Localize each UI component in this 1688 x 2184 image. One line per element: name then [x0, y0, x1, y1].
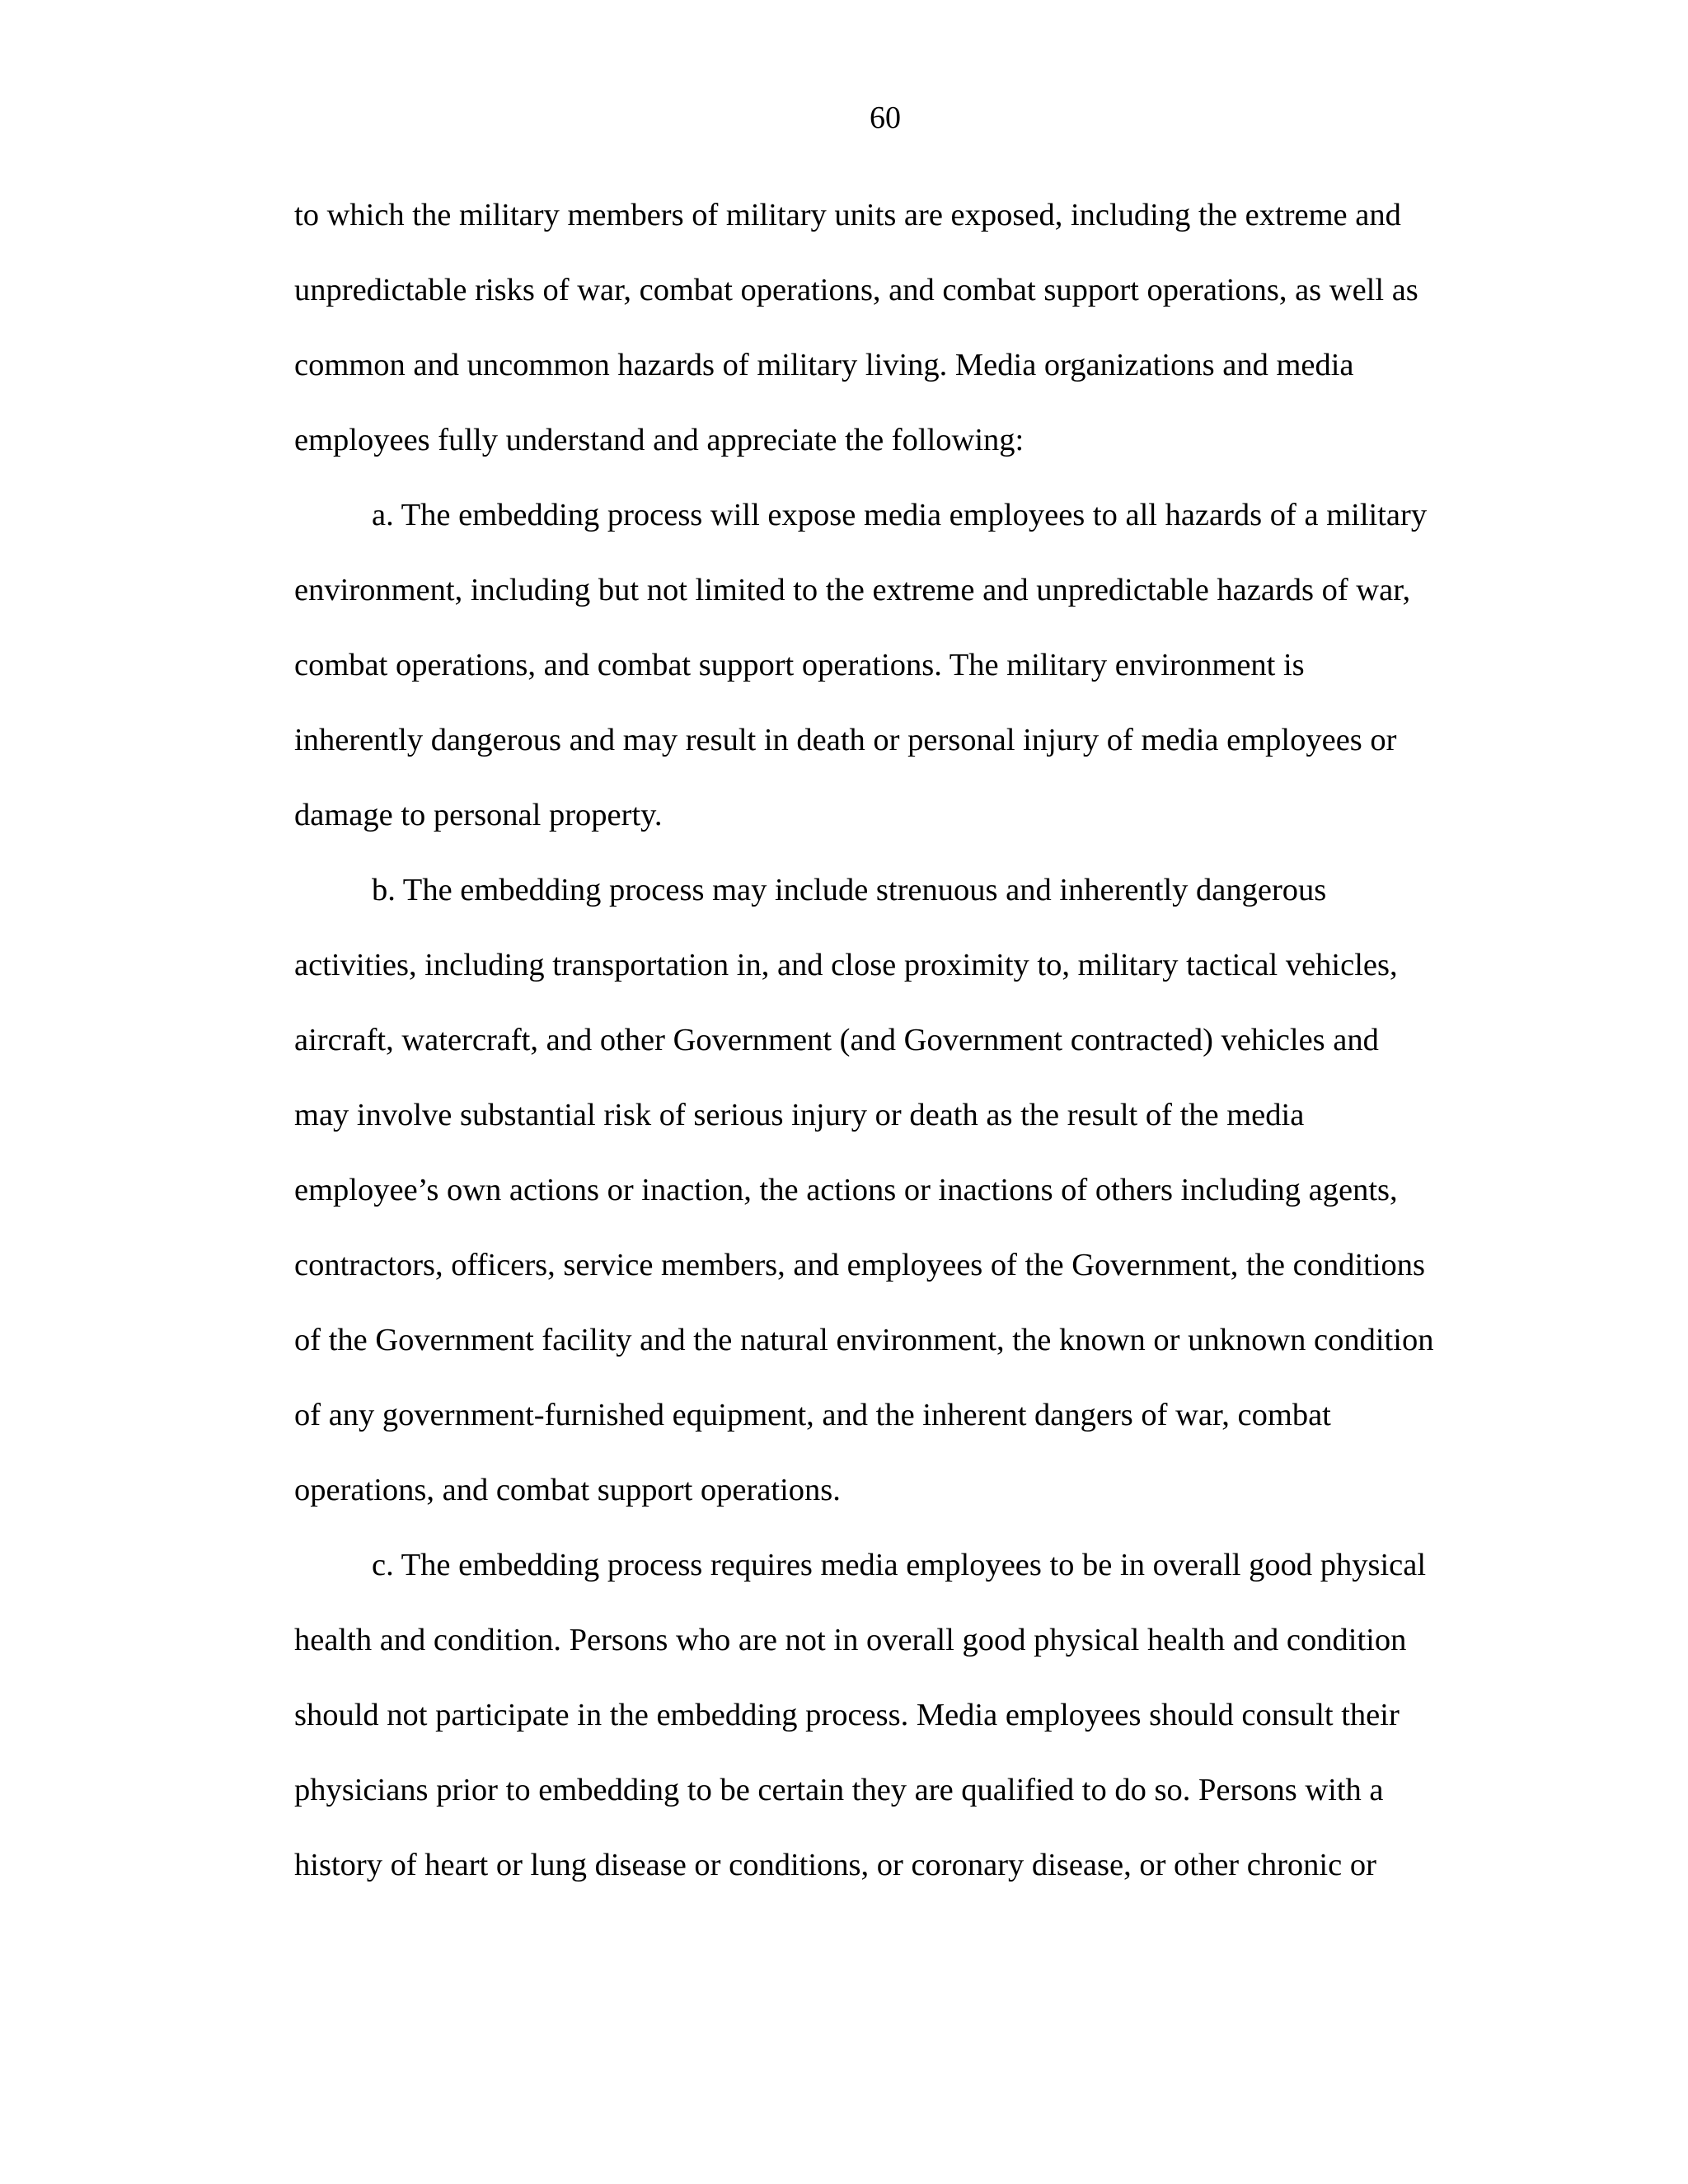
text-line: activities, including transportation in, and close proximity to, military tactical vehicles, [294, 948, 1398, 982]
text-line: of any government-furnished equipment, and the inherent dangers of war, combat [294, 1398, 1331, 1432]
text-line: c. The embedding process requires media employees to be in overall good physical [372, 1548, 1427, 1582]
page-number: 60 [870, 101, 901, 135]
text-line: employee’s own actions or inaction, the actions or inactions of others including agents, [294, 1173, 1398, 1207]
text-line: health and condition. Persons who are not in overall good physical health and condition [294, 1623, 1407, 1657]
text-line: environment, including but not limited to the extreme and unpredictable hazards of war, [294, 573, 1411, 607]
text-line: to which the military members of military units are exposed, including the extreme and [294, 198, 1401, 232]
text-line: common and uncommon hazards of military living. Media organizations and media [294, 348, 1354, 382]
text-line: physicians prior to embedding to be certain they are qualified to do so. Persons with a [294, 1773, 1384, 1807]
text-line: unpredictable risks of war, combat operations, and combat support operations, as well as [294, 273, 1418, 307]
text-line: combat operations, and combat support operations. The military environment is [294, 648, 1305, 682]
text-line: may involve substantial risk of serious injury or death as the result of the media [294, 1098, 1305, 1132]
text-line: inherently dangerous and may result in death or personal injury of media employees or [294, 723, 1397, 757]
text-line: of the Government facility and the natural environment, the known or unknown condition [294, 1323, 1434, 1357]
text-line: contractors, officers, service members, and employees of the Government, the conditions [294, 1248, 1426, 1282]
body-text [294, 192, 1481, 1917]
text-line: should not participate in the embedding process. Media employees should consult their [294, 1698, 1400, 1732]
text-line: operations, and combat support operations. [294, 1473, 841, 1507]
text-line: aircraft, watercraft, and other Government (and Government contracted) vehicles and [294, 1023, 1379, 1057]
text-line: history of heart or lung disease or conditions, or coronary disease, or other chronic or [294, 1848, 1376, 1882]
text-line: employees fully understand and appreciate the following: [294, 423, 1025, 457]
text-line: damage to personal property. [294, 798, 663, 832]
text-line: b. The embedding process may include strenuous and inherently dangerous [372, 873, 1327, 907]
text-line: a. The embedding process will expose media employees to all hazards of a military [372, 498, 1428, 532]
